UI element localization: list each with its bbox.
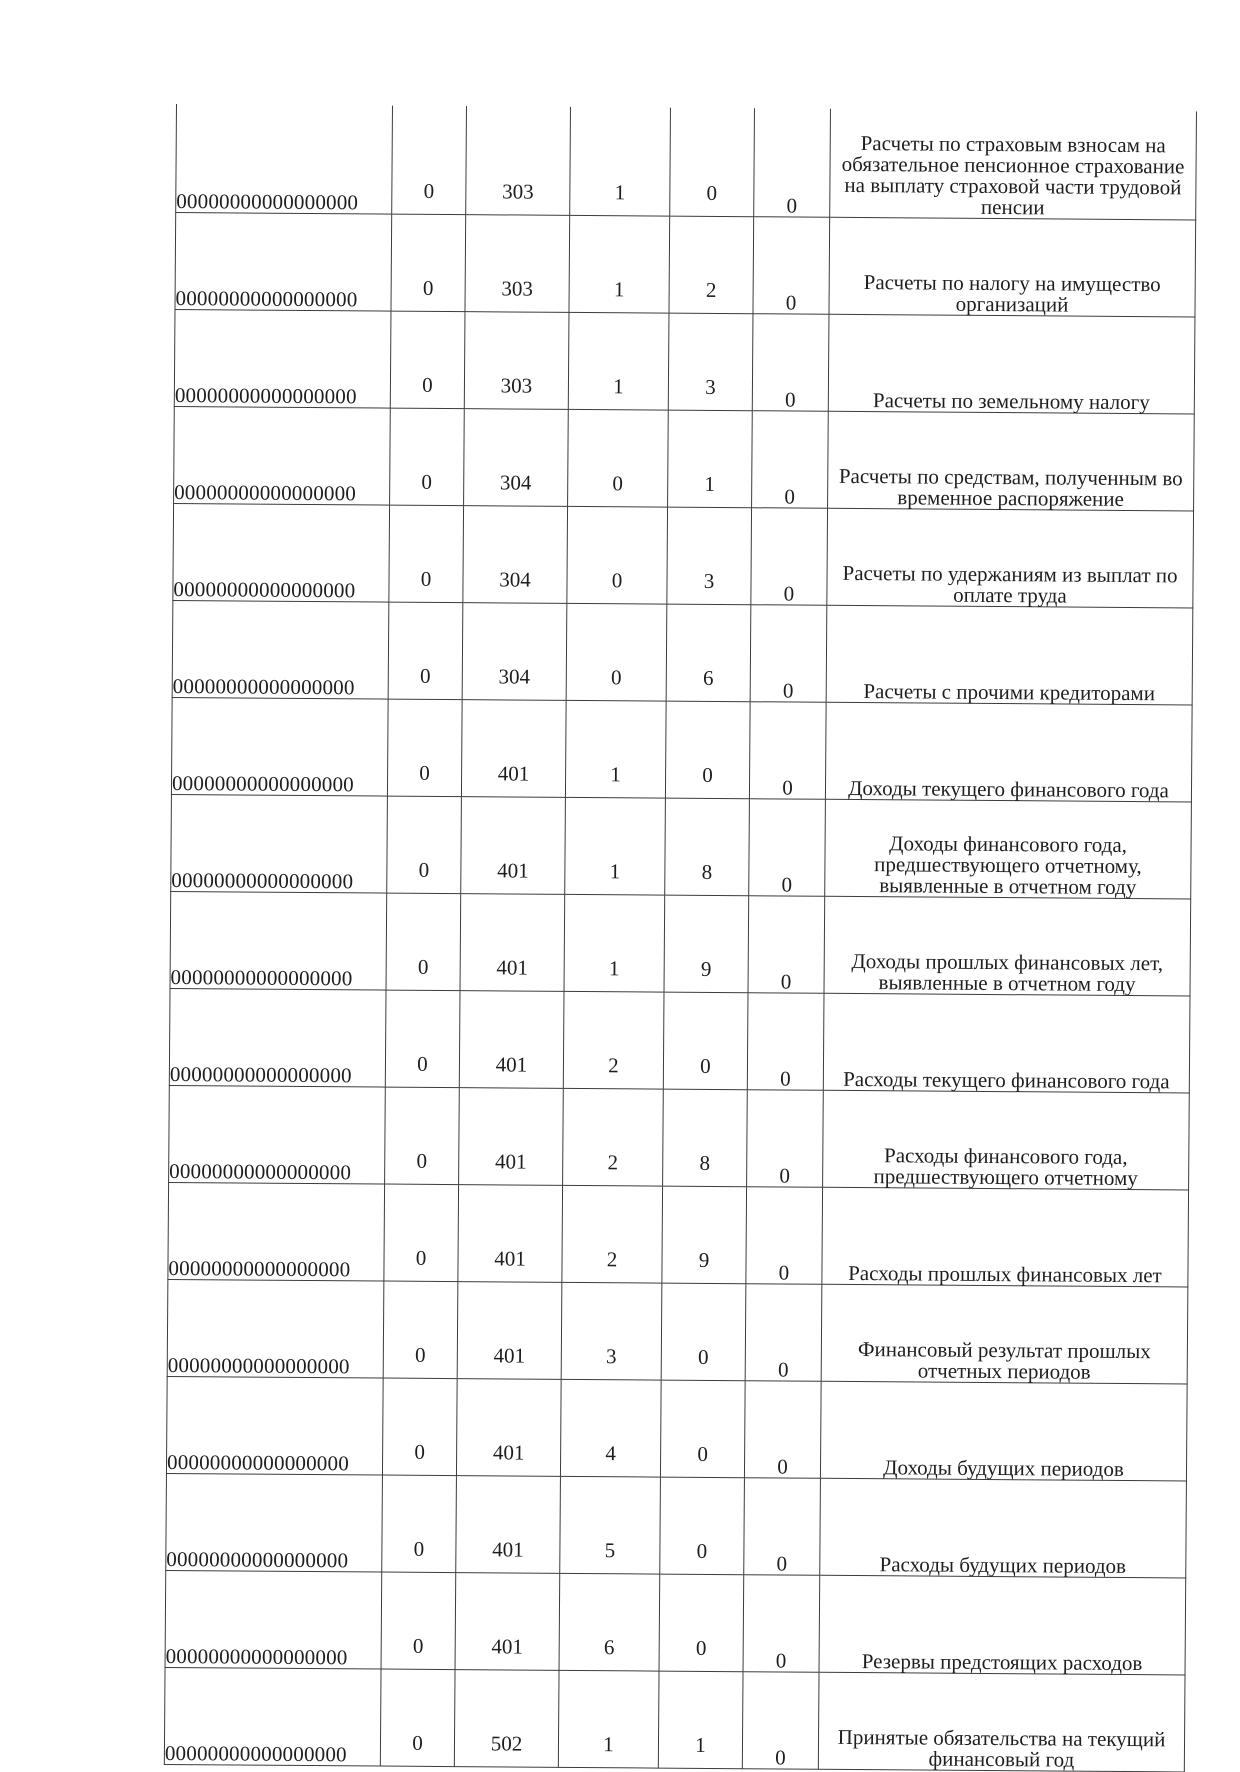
column-4-cell: 0 [663,992,748,1090]
account-code-cell: 00000000000000000 [169,1085,386,1184]
column-3-cell: 0 [566,603,667,701]
synthetic-account-cell: 401 [460,894,565,992]
column-1-cell: 0 [386,893,461,991]
column-5-cell: 0 [752,314,829,412]
column-5-cell: 0 [752,411,829,509]
column-4-cell: 0 [670,108,755,217]
synthetic-account-cell: 401 [458,1185,563,1283]
synthetic-account-cell: 502 [454,1670,559,1768]
table-row [165,1570,1186,1674]
column-5-cell: 0 [744,1478,821,1576]
column-4-cell: 0 [661,1283,746,1381]
column-5-cell: 0 [745,1284,822,1382]
account-description-cell: Доходы текущего финансового года [825,702,1192,802]
column-3-cell: 1 [565,797,666,895]
chart-of-accounts-table [164,104,1197,1772]
column-3-cell: 2 [562,1185,663,1283]
column-3-cell: 1 [570,107,671,216]
account-code-cell: 00000000000000000 [170,891,387,990]
column-5-cell: 0 [746,1187,823,1285]
column-1-cell: 0 [385,990,460,1088]
column-1-cell: 0 [384,1184,459,1282]
account-description-cell: Финансовый результат прошлых отчетных периодов [821,1284,1188,1384]
account-code-cell: 00000000000000000 [173,503,390,602]
account-description-cell: Расходы прошлых финансовых лет [822,1187,1189,1287]
column-4-cell: 2 [669,216,754,314]
column-3-cell: 1 [565,700,666,798]
synthetic-account-cell: 304 [463,506,568,604]
column-4-cell: 0 [660,1380,745,1478]
account-description-cell: Доходы прошлых финансовых лет, выявленные в отчетном году [824,896,1191,996]
column-4-cell: 9 [664,895,749,993]
table-row [174,309,1195,413]
column-1-cell: 0 [389,505,464,603]
synthetic-account-cell: 401 [459,991,564,1089]
column-1-cell: 0 [381,1572,456,1670]
synthetic-account-cell: 401 [461,700,566,798]
account-code-cell: 00000000000000000 [174,406,391,505]
table-body [164,104,1196,1772]
account-code-cell: 00000000000000000 [166,1376,383,1475]
column-5-cell: 0 [747,993,824,1091]
synthetic-account-cell: 303 [466,106,571,215]
column-1-cell: 0 [391,214,466,312]
column-3-cell: 2 [563,991,664,1089]
column-5-cell: 0 [749,799,826,897]
table-row [171,697,1192,801]
synthetic-account-cell: 401 [455,1573,560,1671]
account-description-cell: Расходы будущих периодов [820,1478,1187,1578]
table-row [167,1279,1188,1383]
column-3-cell: 4 [560,1379,661,1477]
column-1-cell: 0 [380,1669,455,1767]
account-code-cell: 00000000000000000 [175,213,392,312]
column-3-cell: 1 [564,894,665,992]
column-1-cell: 0 [382,1378,457,1476]
synthetic-account-cell: 303 [465,215,570,313]
column-5-cell: 0 [754,108,831,217]
synthetic-account-cell: 303 [464,312,569,410]
account-description-cell: Расчеты по удержаниям из выплат по оплате труда [827,508,1194,608]
column-3-cell: 1 [569,215,670,313]
account-description-cell: Расходы финансового года, предшествующего отчетному [823,1090,1190,1190]
synthetic-account-cell: 401 [459,1088,564,1186]
column-3-cell: 0 [567,506,668,604]
account-code-cell: 00000000000000000 [169,988,386,1087]
column-1-cell: 0 [383,1281,458,1379]
synthetic-account-cell: 401 [457,1282,562,1380]
table-row [172,600,1193,704]
column-1-cell: 0 [387,699,462,797]
account-code-cell: 00000000000000000 [171,697,388,796]
account-description-cell: Доходы финансового года, предшествующего отчетному, выявленные в отчетном году [825,799,1192,899]
account-description-cell: Расчеты по налогу на имущество организаций [829,217,1196,317]
table-row [166,1473,1187,1577]
column-3-cell: 5 [560,1476,661,1574]
account-description-cell: Расчеты с прочими кредиторами [826,605,1193,705]
column-1-cell: 0 [390,311,465,409]
account-code-cell: 00000000000000000 [171,794,388,893]
account-code-cell: 00000000000000000 [167,1279,384,1378]
account-description-cell: Расчеты по земельному налогу [828,314,1195,414]
table-row [173,503,1194,607]
column-4-cell: 8 [663,1089,748,1187]
account-code-cell: 00000000000000000 [164,1667,381,1766]
column-4-cell: 3 [668,313,753,411]
account-code-cell: 00000000000000000 [176,104,393,214]
column-1-cell: 0 [387,796,462,894]
column-3-cell: 0 [568,409,669,507]
synthetic-account-cell: 401 [456,1476,561,1574]
column-4-cell: 0 [659,1574,744,1672]
table-row [175,213,1196,317]
account-description-cell: Расходы текущего финансового года [823,993,1190,1093]
column-3-cell: 2 [563,1088,664,1186]
column-5-cell: 0 [744,1381,821,1479]
column-5-cell: 0 [743,1575,820,1673]
column-1-cell: 0 [392,106,467,215]
column-1-cell: 0 [390,408,465,506]
synthetic-account-cell: 401 [456,1379,561,1477]
column-1-cell: 0 [388,602,463,700]
table-row [171,794,1192,898]
account-code-cell: 00000000000000000 [168,1182,385,1281]
column-4-cell: 6 [666,604,751,702]
table-row [168,1182,1189,1286]
account-code-cell: 00000000000000000 [172,600,389,699]
synthetic-account-cell: 401 [461,797,566,895]
column-3-cell: 1 [568,312,669,410]
column-3-cell: 1 [558,1670,659,1768]
column-5-cell: 0 [749,702,826,800]
column-4-cell: 9 [662,1186,747,1284]
column-4-cell: 3 [667,507,752,605]
column-1-cell: 0 [385,1087,460,1185]
column-5-cell: 0 [750,605,827,703]
column-5-cell: 0 [742,1672,819,1770]
account-code-cell: 00000000000000000 [165,1570,382,1669]
account-description-cell: Расчеты по страховым взносам на обязательное пенсионное страхование на выплату страховой части трудовой пенсии [830,109,1197,220]
table-row [170,891,1191,995]
account-description-cell: Доходы будущих периодов [820,1381,1187,1481]
synthetic-account-cell: 304 [462,603,567,701]
table-row [169,1085,1190,1189]
synthetic-account-cell: 304 [464,409,569,507]
column-5-cell: 0 [747,1090,824,1188]
column-5-cell: 0 [751,508,828,606]
column-4-cell: 0 [665,701,750,799]
table-row [164,1667,1185,1771]
column-1-cell: 0 [382,1475,457,1573]
table-row [176,104,1197,220]
column-3-cell: 3 [561,1282,662,1380]
account-code-cell: 00000000000000000 [166,1473,383,1572]
account-description-cell: Резервы предстоящих расходов [819,1575,1186,1675]
column-5-cell: 0 [753,217,830,315]
column-4-cell: 1 [668,410,753,508]
column-4-cell: 0 [660,1477,745,1575]
table-row [174,406,1195,510]
account-code-cell: 00000000000000000 [174,309,391,408]
table-row [166,1376,1187,1480]
column-5-cell: 0 [748,896,825,994]
table-row [169,988,1190,1092]
account-description-cell: Расчеты по средствам, полученным во временное распоряжение [828,411,1195,511]
account-description-cell: Принятые обязательства на текущий финансовый год [818,1672,1185,1772]
column-4-cell: 1 [658,1671,743,1769]
column-3-cell: 6 [559,1573,660,1671]
column-4-cell: 8 [665,798,750,896]
